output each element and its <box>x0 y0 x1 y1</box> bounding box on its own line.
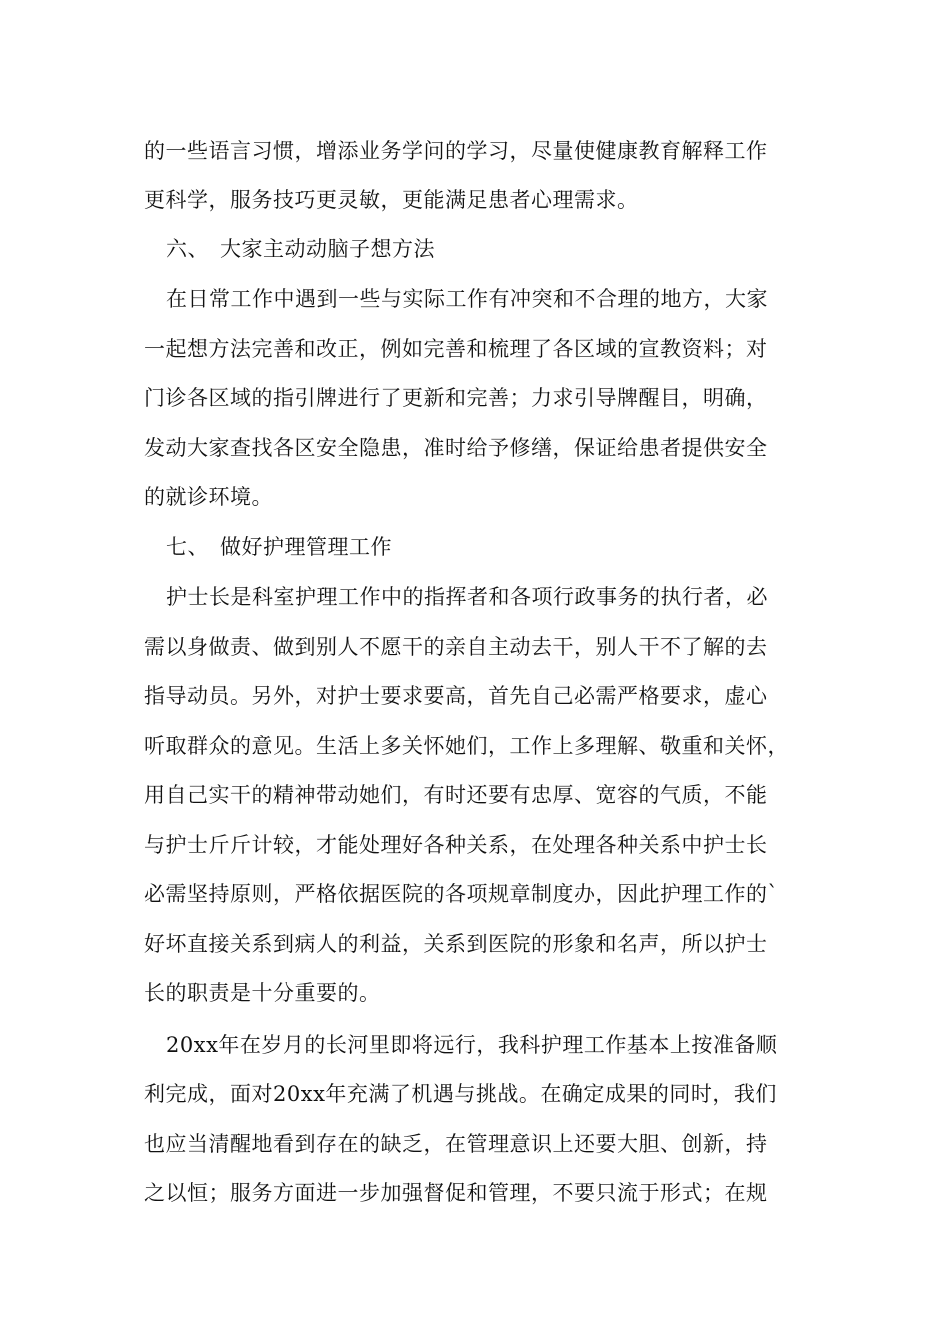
section-title: 大家主动动脑子想方法 <box>220 237 435 261</box>
paragraph-line: 在日常工作中遇到一些与实际工作有冲突和不合理的地方，大家 <box>166 287 768 311</box>
paragraph-line: 必需坚持原则，严格依据医院的各项规章制度办，因此护理工作的` <box>144 882 779 906</box>
paragraph-line: 指导动员。另外，对护士要求要高，首先自己必需严格要求，虚心 <box>144 684 768 708</box>
paragraph-line: 的一些语言习惯，增添业务学问的学习，尽量使健康教育解释工作 <box>144 139 768 163</box>
paragraph-line: 的就诊环境。 <box>144 485 273 509</box>
paragraph-line: 一起想方法完善和改正，例如完善和梳理了各区域的宣教资料；对 <box>144 337 768 361</box>
paragraph-line: 发动大家查找各区安全隐患，准时给予修缮，保证给患者提供安全 <box>144 436 768 460</box>
paragraph-line: 护士长是科室护理工作中的指挥者和各项行政事务的执行者，必 <box>166 585 768 609</box>
section-title: 做好护理管理工作 <box>220 535 392 559</box>
paragraph-line: 门诊各区域的指引牌进行了更新和完善；力求引导牌醒目，明确， <box>144 386 768 410</box>
paragraph-line: 也应当清醒地看到存在的缺乏，在管理意识上还要大胆、创新，持 <box>144 1132 768 1156</box>
paragraph-line: 听取群众的意见。生活上多关怀她们，工作上多理解、敬重和关怀， <box>144 734 789 758</box>
paragraph-line: 与护士斤斤计较，才能处理好各种关系，在处理各种关系中护士长 <box>144 833 768 857</box>
paragraph-line: 需以身做责、做到别人不愿干的亲自主动去干，别人干不了解的去 <box>144 635 768 659</box>
paragraph-line: 更科学，服务技巧更灵敏，更能满足患者心理需求。 <box>144 188 639 212</box>
paragraph-line: 好坏直接关系到病人的利益，关系到医院的形象和名声，所以护士 <box>144 932 768 956</box>
section-number: 六、 <box>166 237 209 261</box>
section-heading-7 <box>0 522 950 572</box>
paragraph-line: 用自己实干的精神带动她们，有时还要有忠厚、宽容的气质，不能 <box>144 783 768 807</box>
paragraph-line: 长的职责是十分重要的。 <box>144 981 381 1005</box>
section-heading-6 <box>0 224 950 274</box>
paragraph-line: 20xx年在岁月的长河里即将远行，我科护理工作基本上按准备顺 <box>166 1033 778 1057</box>
paragraph-line: 之以恒；服务方面进一步加强督促和管理，不要只流于形式；在规 <box>144 1181 768 1205</box>
paragraph-line: 利完成，面对20xx年充满了机遇与挑战。在确定成果的同时，我们 <box>144 1082 777 1106</box>
section-number: 七、 <box>166 535 209 559</box>
